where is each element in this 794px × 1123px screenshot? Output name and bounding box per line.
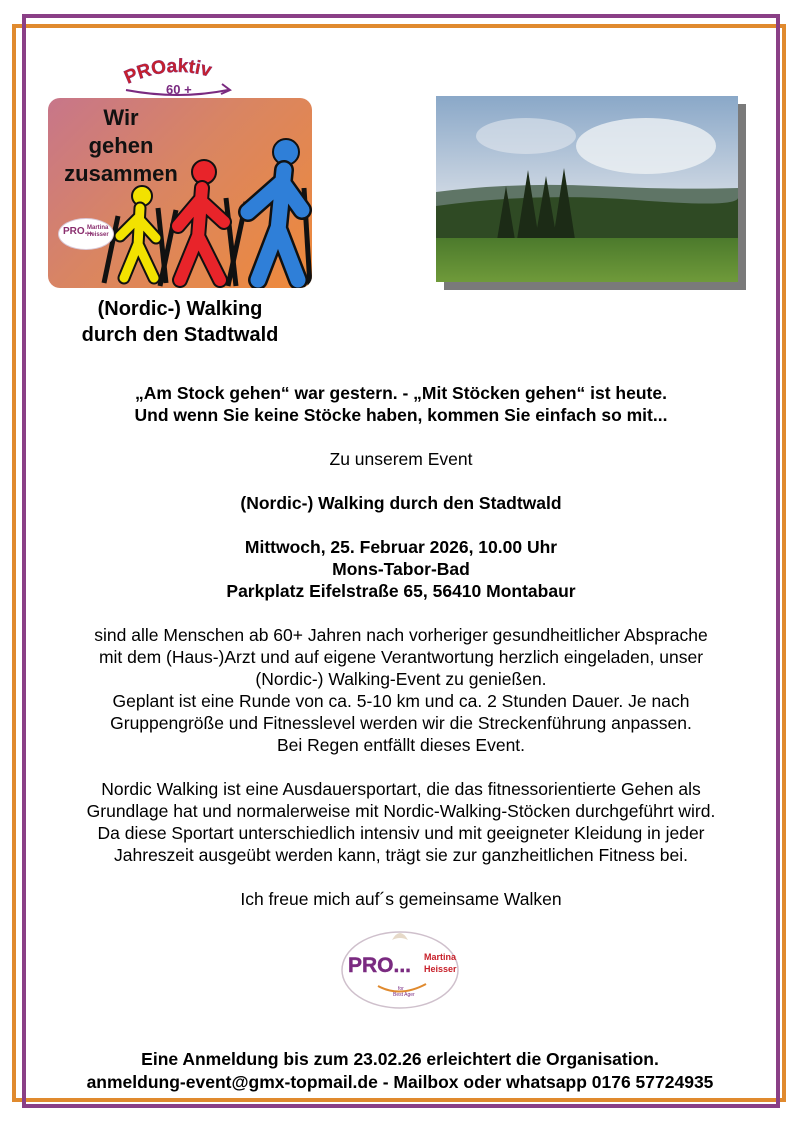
forest-landscape-photo [436, 96, 738, 282]
footer-contact: anmeldung-event@gmx-topmail.de - Mailbox oder whatsapp 0176 57724935 [86, 1072, 714, 1092]
blue-walker-icon [228, 139, 310, 286]
logo-card [48, 98, 312, 288]
main-content [36, 382, 766, 910]
event-address: Parkplatz Eifelstraße 65, 56410 Montabaur [226, 581, 576, 601]
body-para1-line-2: mit dem (Haus-)Arzt und auf eigene Verantwortung herzlich eingeladen, unser [98, 647, 704, 667]
proaktiv-logo [48, 56, 312, 288]
event-lead: Zu unserem Event [329, 449, 473, 469]
body-para1-line-1: sind alle Menschen ab 60+ Jahren nach vorheriger gesundheitlicher Absprache [94, 625, 708, 645]
event-date: Mittwoch, 25. Februar 2026, 10.00 Uhr [244, 537, 558, 557]
intro-line-1: „Am Stock gehen“ war gestern. - „Mit Stöcken gehen“ ist heute. [135, 383, 667, 403]
red-walker-icon [160, 160, 236, 286]
body-para2-line-2: Grundlage hat und normalerweise mit Nordic-Walking-Stöcken durchgeführt wird. [86, 801, 716, 821]
slogan-line-3: zusammen [64, 161, 178, 186]
header-title-line-2: durch den Stadtwald [81, 324, 279, 346]
body-para1-line-5: Gruppengröße und Fitnesslevel werden wir die Streckenführung anpassen. [110, 713, 692, 733]
bottom-logo-pro: PRO... [348, 954, 412, 977]
event-place: Mons-Tabor-Bad [332, 559, 470, 579]
proaktiv-brand: PROaktiv [121, 56, 214, 89]
bottom-logo-name-2: Heisser [424, 964, 457, 974]
body-para1-line-4: Geplant ist eine Runde von ca. 5-10 km und ca. 2 Stunden Dauer. Je nach [112, 691, 690, 711]
body-para1-line-3: (Nordic-) Walking-Event zu genießen. [255, 669, 547, 689]
bottom-logo-name-1: Martina [424, 952, 457, 962]
bottom-logo-tag-2: Best Ager [393, 992, 415, 998]
slogan-line-1: Wir [103, 105, 139, 130]
body-para2-line-1: Nordic Walking ist eine Ausdauersportart, die das fitnessorientierte Gehen als [101, 779, 701, 799]
mini-pro-badge [58, 218, 114, 250]
body-para2-line-3: Da diese Sportart unterschiedlich intensiv und mit geeigneter Kleidung in jeder [97, 823, 705, 843]
header-title-line-1: (Nordic-) Walking [97, 298, 263, 320]
proaktiv-wordmark [118, 56, 238, 98]
pro-martina-heisser-logo [338, 926, 462, 1010]
mini-badge-pro: PRO... [63, 226, 94, 237]
closing-line: Ich freue mich auf´s gemeinsame Walken [240, 889, 562, 909]
footer [30, 1048, 770, 1094]
event-name: (Nordic-) Walking durch den Stadtwald [240, 493, 562, 513]
footer-line-1: Eine Anmeldung bis zum 23.02.26 erleichtert die Organisation. [141, 1049, 659, 1069]
mini-badge-name: Martina Heisser [87, 225, 109, 238]
header-title [40, 296, 320, 348]
walking-figures-icon [98, 138, 312, 288]
body-para2-line-4: Jahreszeit ausgeübt werden kann, trägt sie zur ganzheitlichen Fitness bei. [114, 845, 688, 865]
bottom-logo-tag-1: for [398, 986, 404, 992]
proaktiv-sub: 60 + [166, 82, 192, 97]
body-para1-line-6: Bei Regen entfällt dieses Event. [276, 735, 526, 755]
slogan-line-2: gehen [88, 133, 154, 158]
intro-line-2: Und wenn Sie keine Stöcke haben, kommen Sie einfach so mit... [134, 405, 668, 425]
